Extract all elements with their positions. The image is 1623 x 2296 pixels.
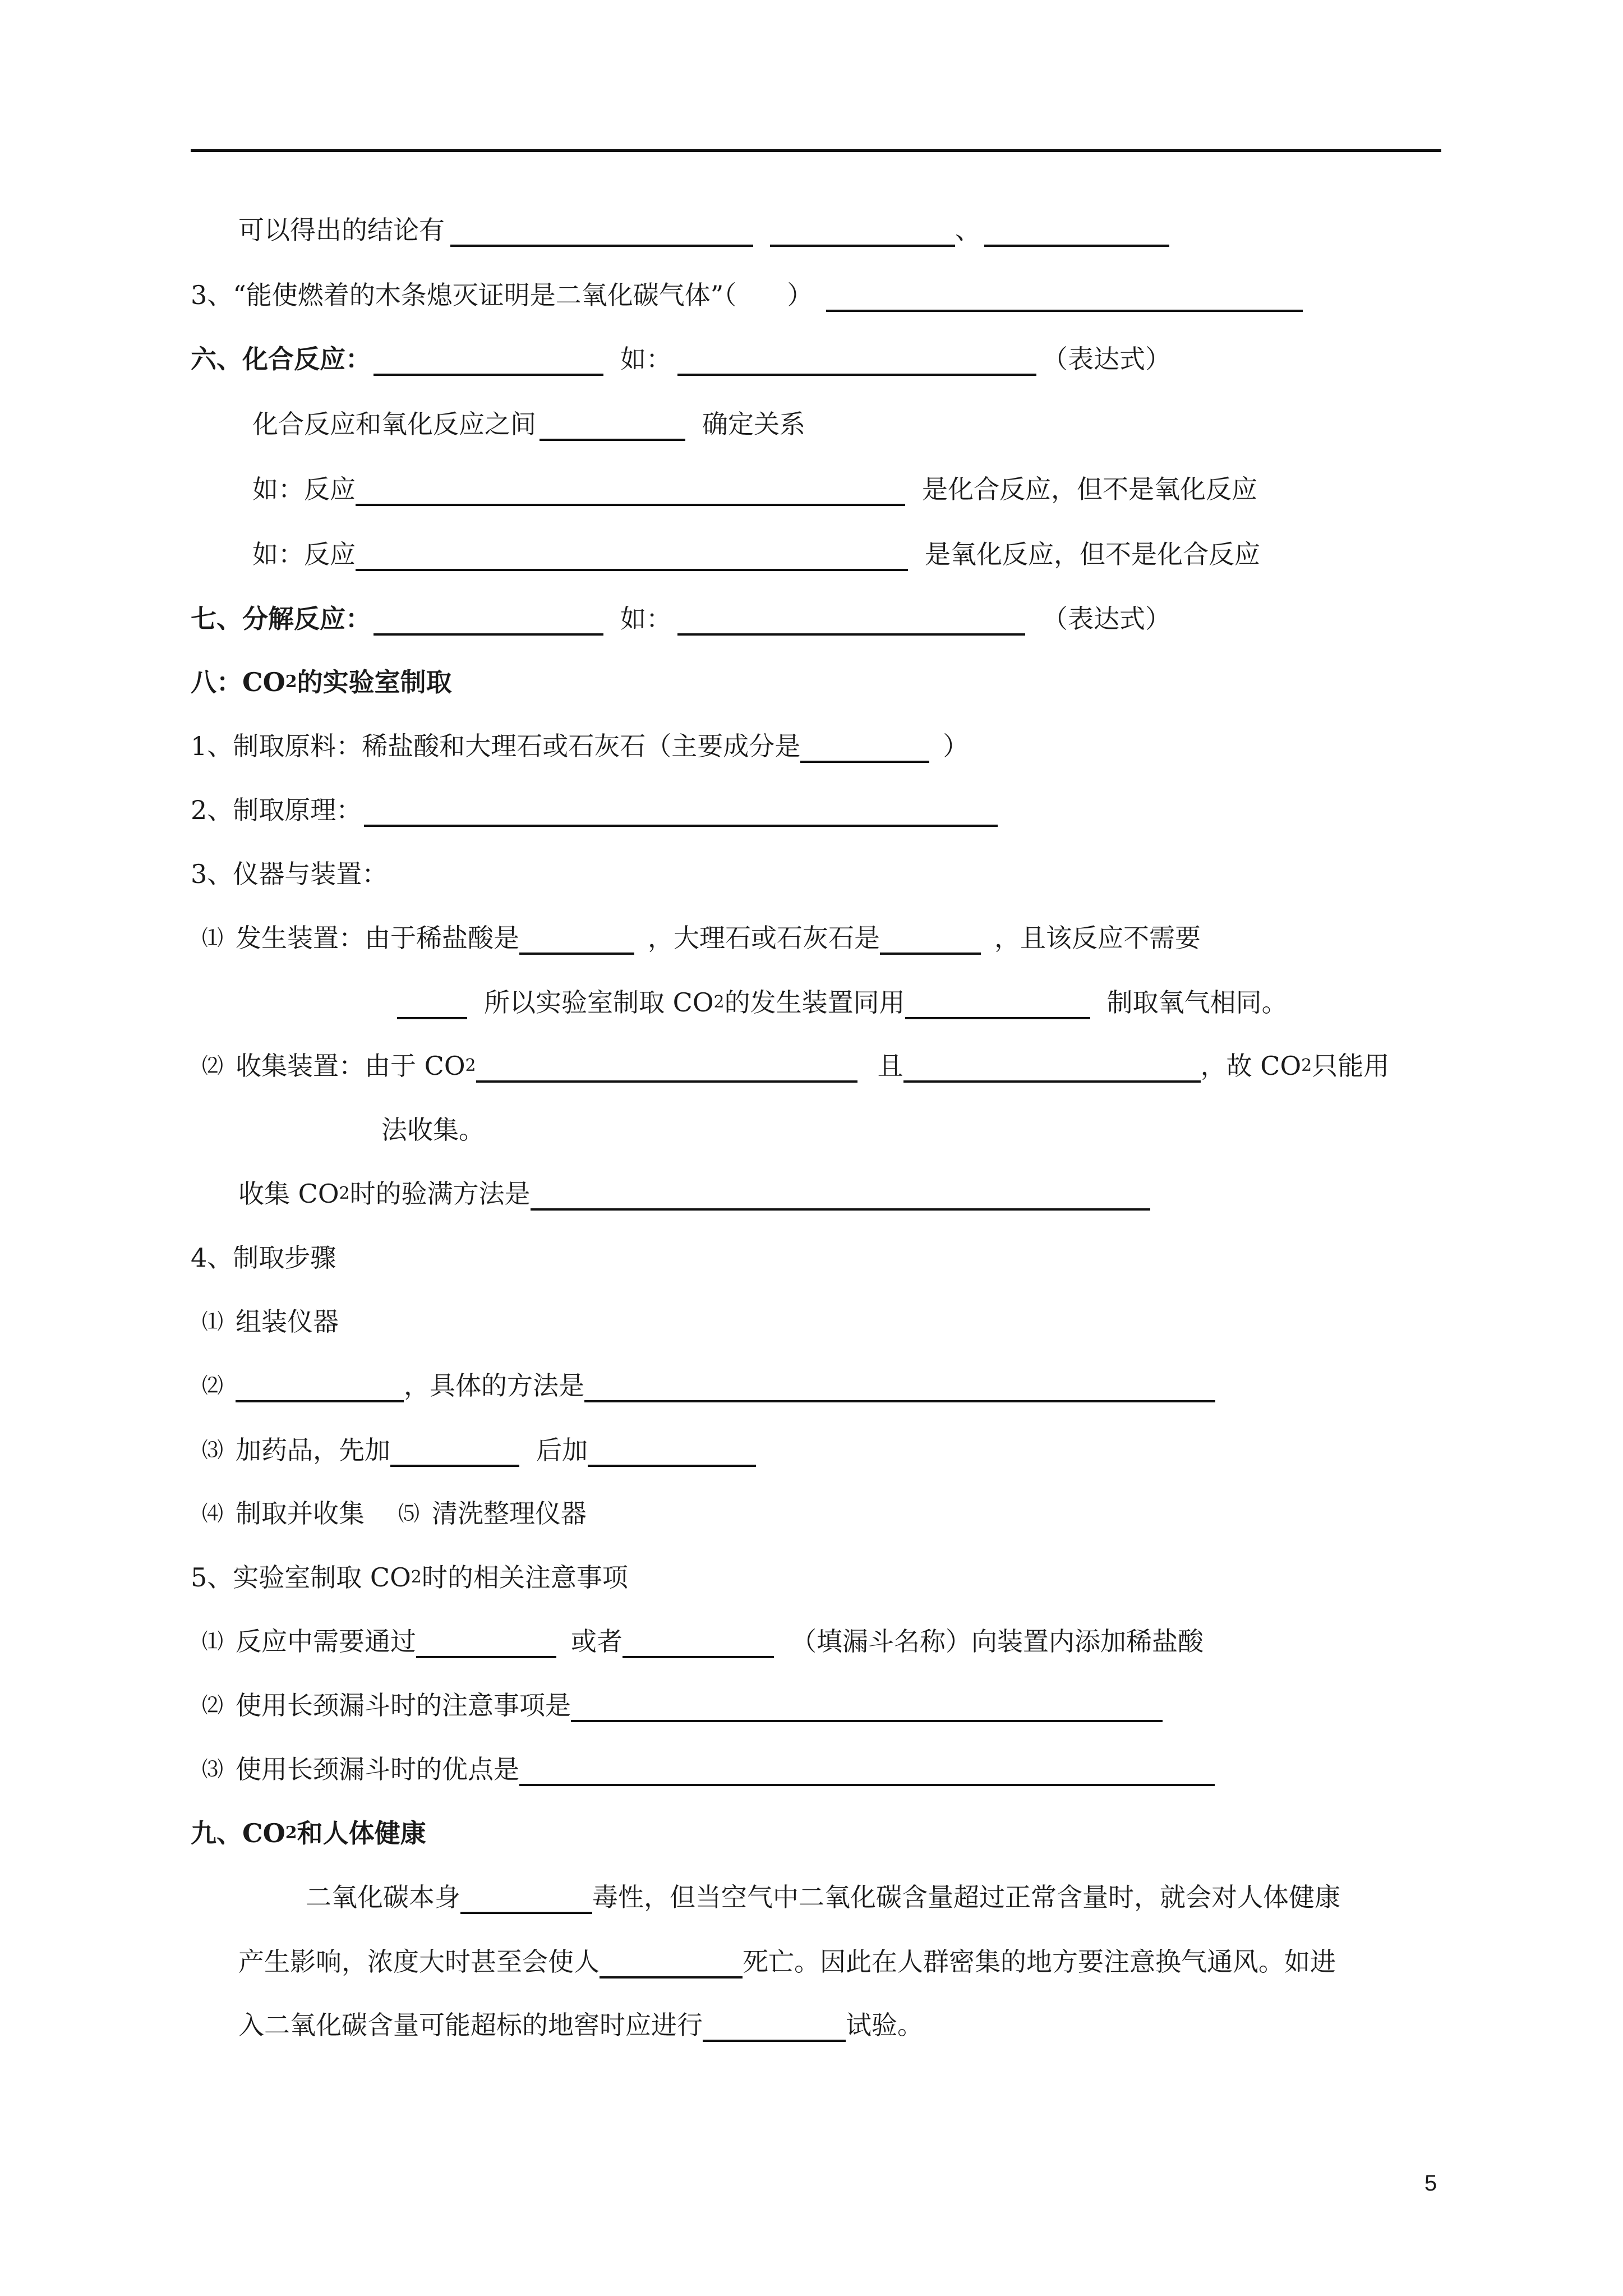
answer-blank[interactable] <box>390 1439 519 1467</box>
text: 、 <box>955 215 981 245</box>
section-heading: 八：CO <box>191 667 285 697</box>
answer-blank[interactable] <box>450 219 753 247</box>
section-heading: 六、化合反应： <box>191 344 371 374</box>
answer-blank[interactable] <box>770 219 955 247</box>
text: 收集装置：由于 CO <box>236 1051 465 1081</box>
text: 时的验满方法是 <box>349 1179 531 1209</box>
answer-blank[interactable] <box>903 1055 1201 1083</box>
line-q3-judgement <box>191 278 1303 312</box>
line-health-2 <box>238 1945 1336 1978</box>
line-apparatus <box>191 857 388 891</box>
text: 制取并收集 <box>236 1498 365 1529</box>
section-co2-lab-preparation <box>191 665 452 699</box>
line-example-combination <box>252 472 1257 506</box>
answer-blank[interactable] <box>364 799 998 827</box>
text: 的发生装置同用 <box>724 987 905 1018</box>
answer-blank[interactable] <box>588 1439 756 1467</box>
item-number: ⑵ <box>202 1693 224 1718</box>
text: ，具体的方法是 <box>404 1370 585 1401</box>
text: 4、制取步骤 <box>191 1243 336 1273</box>
answer-blank[interactable] <box>677 608 1025 636</box>
text: ，故 CO <box>1200 1051 1302 1081</box>
answer-blank[interactable] <box>905 991 1090 1019</box>
answer-blank[interactable] <box>476 1055 857 1083</box>
answer-blank[interactable] <box>374 348 603 376</box>
text: 清洗整理仪器 <box>432 1498 587 1529</box>
line-step-4-5 <box>202 1497 587 1530</box>
item-number: ⑸ <box>398 1501 420 1526</box>
subscript: 2 <box>339 1184 350 1203</box>
text: 如： <box>620 604 672 634</box>
line-generator <box>202 921 1201 955</box>
item-number: ⑶ <box>202 1438 224 1462</box>
line-full-check <box>238 1177 1150 1211</box>
text: 二氧化碳本身 <box>306 1882 460 1912</box>
page-number: 5 <box>1424 2171 1437 2196</box>
answer-blank[interactable] <box>571 1694 1163 1722</box>
text: 反应中需要通过 <box>236 1626 417 1657</box>
text: 入二氧化碳含量可能超标的地窖时应进行 <box>238 2010 703 2040</box>
text: 组装仪器 <box>236 1306 339 1337</box>
text: 所以实验室制取 CO <box>484 987 714 1018</box>
item-number: ⑴ <box>202 926 224 950</box>
item-number: ⑵ <box>202 1373 224 1398</box>
section-heading: 和人体健康 <box>297 1818 426 1848</box>
text: 如： <box>620 344 672 374</box>
text: 只能用 <box>1312 1051 1390 1081</box>
answer-blank[interactable] <box>356 478 905 506</box>
text: 3、“能使燃着的木条熄灭证明是二氧化碳气体”（ <box>191 280 737 310</box>
item-number: ⑷ <box>202 1501 224 1526</box>
subscript: 2 <box>1301 1056 1312 1075</box>
item-number: ⑵ <box>202 1053 224 1078</box>
section-heading: 的实验室制取 <box>297 667 452 697</box>
text: （表达式） <box>1042 604 1171 634</box>
section-decomposition-reaction <box>191 602 1171 636</box>
answer-blank[interactable] <box>584 1374 1215 1402</box>
answer-blank[interactable] <box>703 2014 846 2042</box>
text: 如：反应 <box>252 474 356 504</box>
line-step-3 <box>202 1433 756 1467</box>
subscript: 2 <box>465 1056 476 1075</box>
line-health-1 <box>306 1880 1340 1914</box>
subscript: 2 <box>713 992 725 1012</box>
answer-blank[interactable] <box>677 348 1036 376</box>
line-principle <box>191 793 998 827</box>
section-heading: 九、CO <box>191 1818 285 1848</box>
text: （表达式） <box>1042 344 1171 374</box>
answer-blank[interactable] <box>519 927 634 955</box>
text: 试验。 <box>846 2010 923 2040</box>
section-heading: 七、分解反应： <box>191 604 371 634</box>
line-precaution-2 <box>202 1688 1163 1722</box>
section-co2-health <box>191 1816 426 1850</box>
answer-blank[interactable] <box>531 1182 1150 1211</box>
text: 可以得出的结论有 <box>238 215 445 245</box>
line-precaution-3 <box>202 1752 1215 1786</box>
answer-blank[interactable] <box>460 1886 592 1914</box>
answer-blank[interactable] <box>236 1374 404 1402</box>
line-generator-cont <box>397 986 1288 1019</box>
line-precaution-1 <box>202 1625 1204 1658</box>
text: ，且该反应不需要 <box>994 923 1201 953</box>
subscript: 2 <box>285 672 297 692</box>
section-combination-reaction <box>191 342 1171 376</box>
line-collector-cont <box>381 1113 485 1147</box>
text: 且 <box>877 1051 903 1081</box>
text: 5、实验室制取 CO <box>191 1562 411 1593</box>
answer-blank[interactable] <box>984 219 1169 247</box>
header-rule <box>191 149 1441 152</box>
text: 制取氧气相同。 <box>1106 987 1288 1018</box>
text: 发生装置：由于稀盐酸是 <box>236 923 520 953</box>
answer-blank[interactable] <box>519 1758 1215 1786</box>
text: 化合反应和氧化反应之间 <box>252 409 536 439</box>
answer-blank[interactable] <box>826 284 1303 312</box>
answer-blank[interactable] <box>374 608 603 636</box>
text: 如：反应 <box>252 539 356 569</box>
text: ） <box>787 280 813 310</box>
answer-blank[interactable] <box>416 1630 556 1658</box>
line-step-2 <box>202 1369 1215 1402</box>
text: （填漏斗名称）向装置内添加稀盐酸 <box>791 1626 1204 1657</box>
text: 加药品，先加 <box>236 1435 391 1465</box>
item-number: ⑴ <box>202 1309 224 1334</box>
text: 时的相关注意事项 <box>421 1562 628 1593</box>
answer-blank[interactable] <box>623 1630 774 1658</box>
text: 毒性，但当空气中二氧化碳含量超过正常含量时，就会对人体健康 <box>592 1882 1340 1912</box>
text: 是氧化反应，但不是化合反应 <box>925 539 1260 569</box>
text: 法收集。 <box>381 1115 485 1145</box>
answer-blank[interactable] <box>880 927 981 955</box>
text: 使用长颈漏斗时的注意事项是 <box>236 1690 571 1720</box>
text: 是化合反应，但不是氧化反应 <box>922 474 1257 504</box>
line-health-3 <box>238 2008 923 2042</box>
text: 使用长颈漏斗时的优点是 <box>236 1754 520 1784</box>
answer-blank[interactable] <box>800 735 929 763</box>
text: 后加 <box>536 1435 588 1465</box>
line-conclusion <box>238 213 1169 247</box>
text: 3、仪器与装置： <box>191 859 388 889</box>
answer-blank[interactable] <box>356 543 908 571</box>
text: 收集 CO <box>238 1179 339 1209</box>
line-raw-materials <box>191 729 969 763</box>
text: ，大理石或石灰石是 <box>648 923 880 953</box>
answer-blank[interactable] <box>397 991 467 1019</box>
text: 死亡。因此在人群密集的地方要注意换气通风。如进 <box>743 1947 1336 1977</box>
line-example-oxidation <box>252 537 1260 571</box>
text: ） <box>943 731 969 761</box>
answer-blank[interactable] <box>600 1950 743 1978</box>
text: 或者 <box>571 1626 623 1657</box>
line-relation <box>252 407 805 441</box>
line-precautions <box>191 1561 628 1594</box>
answer-blank[interactable] <box>540 413 685 441</box>
text: 确定关系 <box>702 409 805 439</box>
text: 1、制取原料：稀盐酸和大理石或石灰石（主要成分是 <box>191 731 801 761</box>
text: 产生影响，浓度大时甚至会使人 <box>238 1947 600 1977</box>
line-step-1 <box>202 1305 339 1338</box>
subscript: 2 <box>411 1567 422 1587</box>
subscript: 2 <box>285 1823 297 1843</box>
text: 2、制取原理： <box>191 795 362 825</box>
line-steps <box>191 1241 336 1274</box>
item-number: ⑶ <box>202 1757 224 1782</box>
item-number: ⑴ <box>202 1629 224 1654</box>
line-collector <box>202 1049 1389 1083</box>
